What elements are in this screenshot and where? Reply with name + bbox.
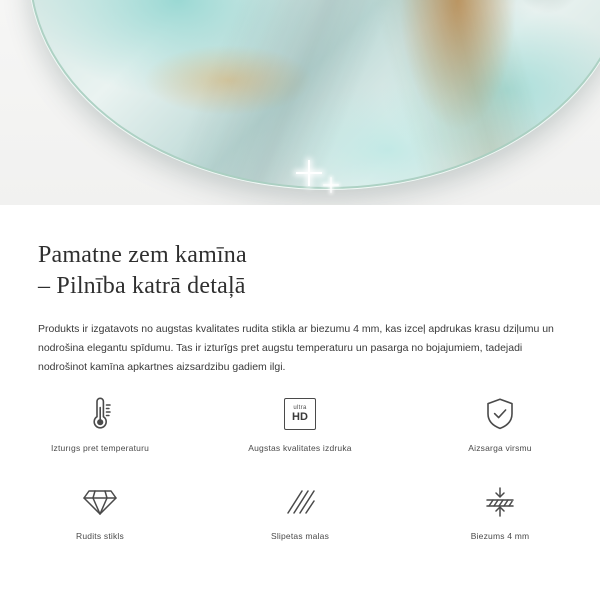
hero-image bbox=[0, 0, 600, 205]
ultra-hd-badge-bottom: HD bbox=[292, 411, 308, 423]
content-block bbox=[0, 205, 600, 377]
feature-item-tempered-glass bbox=[0, 473, 200, 561]
body-paragraph: Produkts ir izgatavots no augstas kvalitates rudita stikla ar biezumu 4 mm, kas izceļ apdrukas krasu dziļumu un nodrošina elegantu spīdumu. Tas ir izturīgs pret augstu temperaturu un pasarga no bojajumiem, tadejadi nodrošinot kamīna apkartnes aizsardzibu gadiem ilgi. bbox=[38, 323, 554, 373]
polished-edges-icon bbox=[284, 481, 316, 523]
headline-line-1: Pamatne zem kamīna bbox=[38, 242, 247, 268]
feature-item-polished-edges bbox=[200, 473, 400, 561]
feature-label: Slipetas malas bbox=[270, 531, 330, 541]
feature-item-print-quality bbox=[200, 385, 400, 473]
feature-item-thickness bbox=[400, 473, 600, 561]
feature-label: Aizsarga virsmu bbox=[468, 443, 532, 453]
feature-label: Augstas kvalitates izdruka bbox=[248, 443, 352, 453]
page-title bbox=[0, 205, 600, 302]
feature-label: Izturıgs pret temperaturu bbox=[50, 443, 150, 453]
feature-grid bbox=[0, 385, 600, 561]
thermometer-icon bbox=[83, 393, 117, 435]
feature-label: Biezums 4 mm bbox=[470, 531, 530, 541]
ultra-hd-badge-top: ultra bbox=[293, 405, 307, 411]
headline-line-2: – Pilnība katrā detaļā bbox=[38, 273, 246, 299]
feature-label: Rudits stikls bbox=[76, 531, 124, 541]
diamond-icon bbox=[82, 481, 118, 523]
feature-item-temperature bbox=[0, 385, 200, 473]
marble-glass-panel bbox=[28, 0, 600, 190]
thickness-icon bbox=[483, 481, 517, 523]
shield-check-icon bbox=[484, 393, 516, 435]
ultra-hd-icon bbox=[284, 393, 316, 435]
feature-item-surface-protection bbox=[400, 385, 600, 473]
